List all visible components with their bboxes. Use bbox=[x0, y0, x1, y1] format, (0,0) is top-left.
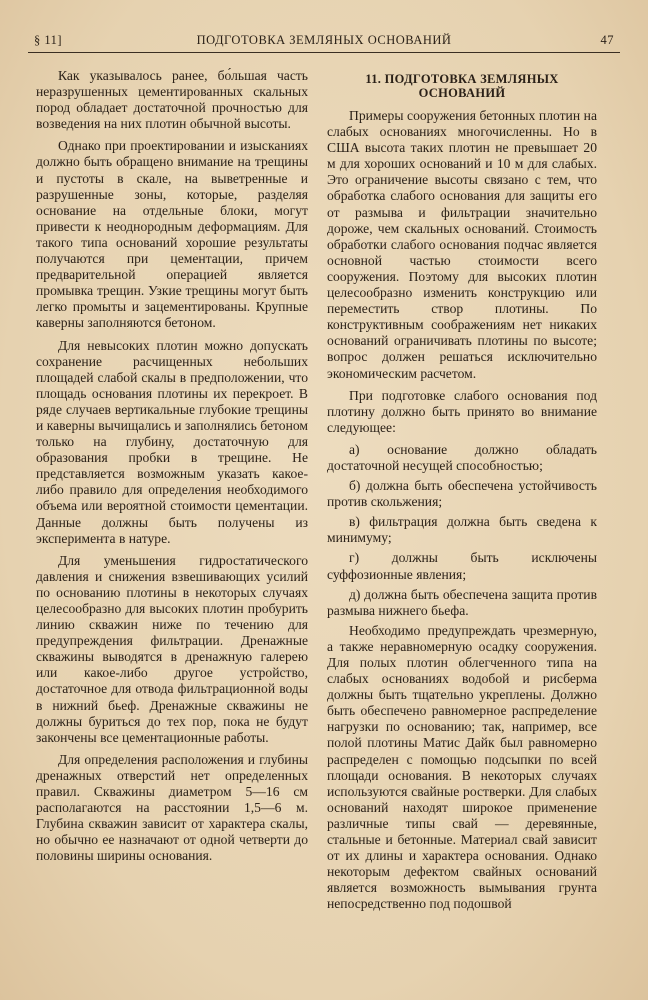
running-header bbox=[28, 30, 620, 53]
paragraph: Для невысоких плотин можно допускать сохранение расчищенных небольших площадей слабой скалы в предположении, что площадь основания плотины их перекроет. В ряде случаев вертикальные глубокие трещины и каверны вычищались и заполнялись бетоном только на глубину, достаточную для образования пробки в трещине. Не представляется возможным указать какое-либо правило для определения необходимого объема или вероятной стоимости цементации. Данные должны быть получены из эксперимента в натуре. bbox=[36, 337, 308, 546]
list-item: г) должны быть исключены суффозионные явления; bbox=[327, 550, 597, 582]
list-item: б) должна быть обеспечена устойчивость против скольжения; bbox=[327, 478, 597, 510]
list-item: в) фильтрация должна быть сведена к минимуму; bbox=[327, 514, 597, 546]
paragraph: Однако при проектировании и изысканиях должно быть обращено внимание на трещины и пустоты в скале, на выветренные и разрушенные зоны, которые, разделяя основание на отдельные блоки, могут привести к неоднородным деформациям. Для такого типа оснований хорошие результаты получаются при цементации, причем предварительной операцией является промывка трещин. Узкие трещины могут быть легко промыты и зацементированы. Крупные каверны заполняются бетоном. bbox=[36, 138, 308, 331]
paragraph: Как указывалось ранее, бо́льшая часть неразрушенных цементированных скальных пород обладает достаточной прочностью для возведения на них плотин обычной высоты. bbox=[36, 68, 308, 132]
paragraph: Необходимо предупреждать чрезмерную, а также неравномерную осадку сооружения. Для полых плотин облегченного типа на слабых основаниях водобой и рисберма должны быть тщательно укреплены. Должно быть обеспечено равномерное распределение нагрузки по основанию; так, например, все полой плотины Матис Дайк был равномерно распределен с помощью подсыпки по всей площади основания. В некоторых случаях используются свайные ростверки. Для слабых оснований находят широкое применение различные типы свай — деревянные, стальные и бетонные. Материал свай зависит от их длины и характера основания. Однако некоторым дефектом свайных оснований является возможность вымывания грунта непосредственно под подошвой bbox=[327, 622, 597, 912]
page-number: 47 bbox=[600, 33, 614, 47]
header-section-ref: § 11] bbox=[34, 33, 63, 47]
paragraph: Примеры сооружения бетонных плотин на слабых основаниях многочисленны. Но в США высота таких плотин не превышает 20 м для хороших оснований и 10 м для слабых. Это ограничение высоты связано с тем, что обработка слабого основания для защиты его от размыва и фильтрации значительно дороже, чем скальных оснований. Стоимость обработки слабого основания подчас является основной частью стоимости всего сооружения. Поэтому для высоких плотин целесообразно изменить конструкцию или переместить створ плотины. По конструктивным соображениям нет никаких оснований ограничивать плотины по высоте; вопрос должен решаться исключительно экономическим расчетом. bbox=[327, 108, 597, 381]
paragraph: Для определения расположения и глубины дренажных отверстий нет определенных правил. Скважины диаметром 5—16 см располагаются на расстоянии 1,5—6 м. Глубина скважин зависит от характера скалы, но обычно ее назначают от одной четверти до половины ширины основания. bbox=[36, 751, 308, 864]
right-column bbox=[327, 72, 597, 919]
paragraph: Для уменьшения гидростатического давления и снижения взвешивающих усилий по основанию плотины в некоторых случаях целесообразно для высоких плотин пробурить линию скважин ниже по течению для предупреждения фильтрации. Дренажные скважины выводятся в дренажную галерею или какое-либо другое устройство, достаточное для отвода фильтрационной воды в нижний бьеф. Дренажные скважины не должны буриться до тех пор, пока не будут закончены все цементационные работы. bbox=[36, 552, 308, 745]
left-column bbox=[36, 68, 308, 871]
list-item: д) должна быть обеспечена защита против размыва нижнего бьефа. bbox=[327, 586, 597, 618]
header-title: ПОДГОТОВКА ЗЕМЛЯНЫХ ОСНОВАНИЙ bbox=[196, 33, 452, 47]
paragraph: При подготовке слабого основания под плотину должно быть принято во внимание следующее: bbox=[327, 387, 597, 435]
list-item: а) основание должно обладать достаточной несущей способностью; bbox=[327, 441, 597, 473]
section-heading: 11. ПОДГОТОВКА ЗЕМЛЯНЫХ ОСНОВАНИЙ bbox=[365, 72, 559, 100]
